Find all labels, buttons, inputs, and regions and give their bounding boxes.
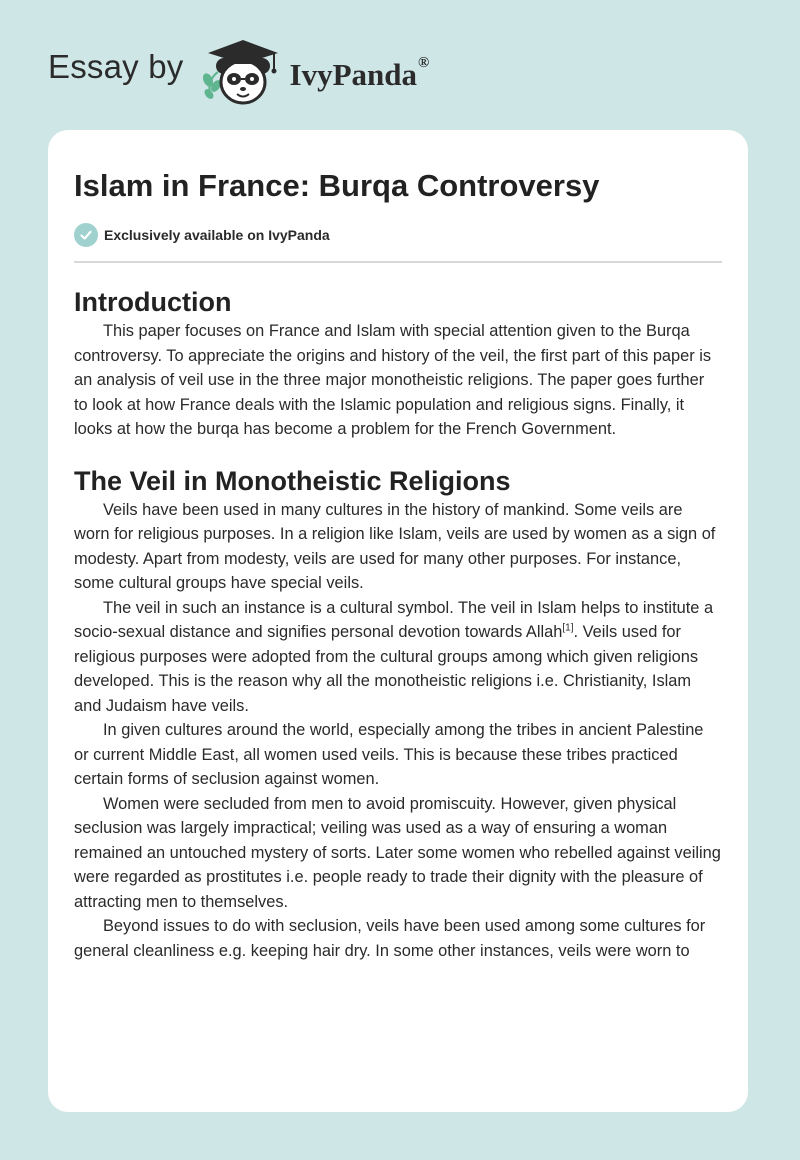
paragraph: Beyond issues to do with seclusion, veils have been used among some cultures for general cleanliness e.g. keeping hair dry. In some other instances, veils were worn to <box>74 917 706 960</box>
title-divider <box>74 261 722 263</box>
exclusive-badge <box>74 223 722 247</box>
site-header <box>48 36 429 108</box>
paragraph: Veils have been used in many cultures in the history of mankind. Some veils are worn for religious purposes. In a religion like Islam, veils are used by women as a sign of modesty. Apart from modesty, veils are used for many other purposes. For instance, some cultural groups have special veils. <box>74 500 716 592</box>
brand-name <box>290 57 430 93</box>
paragraph: Women were secluded from men to avoid promiscuity. However, given physical seclusion was largely impractical; veiling was used as a way of ensuring a woman remained an untouched mystery of sorts. Later some women who rebelled against veiling were regarded as prostitutes i.e. people ready to trade their dignity with the pleasure of attracting men to themselves. <box>74 794 721 911</box>
brand-prefix: Essay by <box>48 48 184 85</box>
paragraph-text: The veil in such an instance is a cultural symbol. The veil in Islam helps to institute a socio-sexual distance and signifies personal devotion towards Allah <box>74 598 714 641</box>
section-heading-introduction: Introduction <box>74 287 232 317</box>
check-circle-icon <box>74 223 98 247</box>
brand-name-text: IvyPanda <box>289 57 417 92</box>
exclusive-label: Exclusively available on IvyPanda <box>104 227 330 243</box>
essay-title: Islam in France: Burqa Controversy <box>74 168 600 203</box>
paragraph-with-footnote <box>74 596 722 719</box>
paragraph-text: . Veils used for religious purposes were adopted from the cultural groups among which given religions developed. This is the reason why all the monotheistic religions i.e. Christianity, Islam and Judaism have veils. <box>74 623 699 715</box>
footnote-link[interactable]: [1] <box>562 622 574 634</box>
panda-logo-icon[interactable] <box>200 36 286 108</box>
registered-mark: ® <box>417 55 430 71</box>
section-heading-veil: The Veil in Monotheistic Religions <box>74 465 511 496</box>
paragraph: This paper focuses on France and Islam with special attention given to the Burqa controversy. To appreciate the origins and history of the veil, the first part of this paper is an analysis of veil use in the three major monotheistic religions. The paper goes further to look at how France deals with the Islamic population and religious signs. Finally, it looks at how the burqa has become a problem for the French Government. <box>74 322 712 438</box>
essay-card <box>48 130 748 1112</box>
paragraph: In given cultures around the world, especially among the tribes in ancient Palestine or current Middle East, all women used veils. This is because these tribes practiced certain forms of seclusion against women. <box>74 721 704 788</box>
